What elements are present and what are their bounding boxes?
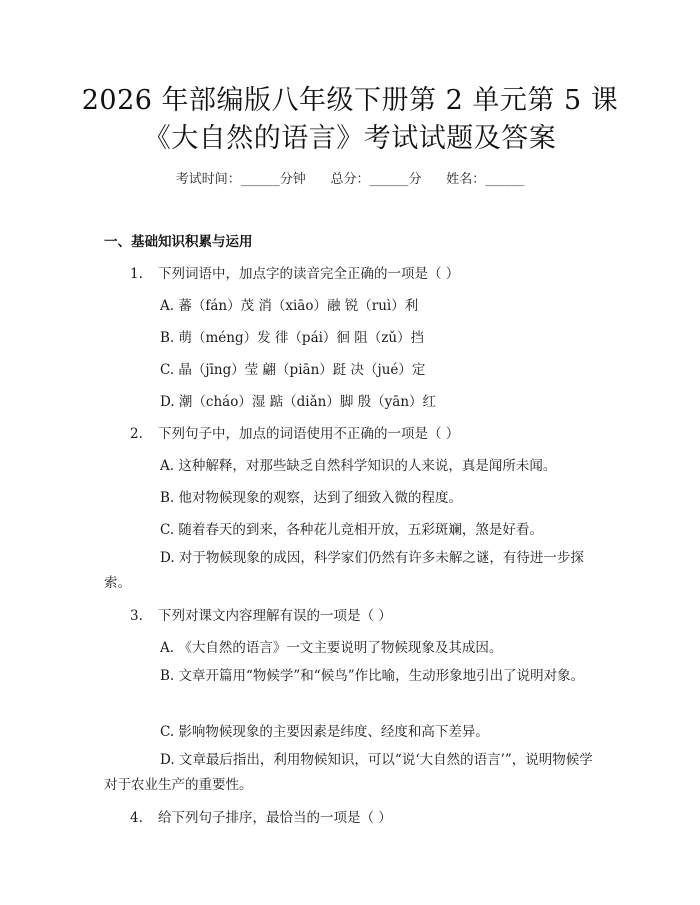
question-text: 给下列句子排序，最恰当的一项是（ ） (158, 810, 392, 826)
page-title-line-2: 《大自然的语言》考试试题及答案 (143, 123, 557, 154)
question-number: 2. (130, 426, 143, 442)
question-1-option-d: D. 潮（cháo）湿 踮（diǎn）脚 殷（yān）红 (160, 394, 437, 410)
question-1-option-c: C. 晶（jīng）莹 翩（piān）跹 决（jué）定 (160, 362, 426, 378)
question-1-option-a: A. 蕃（fán）茂 消（xiāo）融 锐（ruì）利 (160, 298, 419, 314)
question-2-option-b: B. 他对物候现象的观察，达到了细致入微的程度。 (160, 490, 463, 506)
question-4 (130, 806, 392, 826)
question-text: 下列词语中，加点字的读音完全正确的一项是（ ） (158, 266, 460, 282)
question-2 (130, 422, 459, 442)
question-3-option-a: A. 《大自然的语言》一文主要说明了物候现象及其成因。 (160, 640, 503, 656)
question-3-option-c: C. 影响物候现象的主要因素是纬度、经度和高下差异。 (160, 724, 489, 740)
question-3-option-b: B. 文章开篇用“物候学”和“候鸟”作比喻，生动形象地引出了说明对象。 (160, 668, 585, 684)
question-3 (130, 604, 392, 624)
question-text: 下列对课文内容理解有误的一项是（ ） (158, 608, 392, 624)
question-number: 1. (130, 266, 143, 282)
section-heading: 一、基础知识积累与运用 (104, 234, 253, 250)
question-1 (130, 262, 459, 282)
page-title-line-1: 2026 年部编版八年级下册第 2 单元第 5 课 (81, 85, 619, 116)
question-2-option-a: A. 这种解释，对那些缺乏自然科学知识的人来说，真是闻所未闻。 (160, 458, 557, 474)
question-2-option-c: C. 随着春天的到来，各种花儿竞相开放，五彩斑斓，煞是好看。 (160, 522, 543, 538)
question-number: 3. (130, 608, 143, 624)
exam-meta-line: 考试时间：______分钟 总分：______分 姓名：______ (175, 172, 525, 187)
question-text: 下列句子中，加点的词语使用不正确的一项是（ ） (158, 426, 460, 442)
question-2-option-d: D. 对于物候现象的成因，科学家们仍然有许多未解之谜，有待进一步探索。 (104, 550, 584, 591)
question-3-option-d: D. 文章最后指出，利用物候知识，可以“说‘大自然的语言’”，说明物候学对于农业生产的重要性。 (104, 752, 593, 793)
question-number: 4. (130, 810, 143, 826)
question-1-option-b: B. 萌（méng）发 徘（pái）徊 阻（zǔ）挡 (160, 330, 425, 346)
